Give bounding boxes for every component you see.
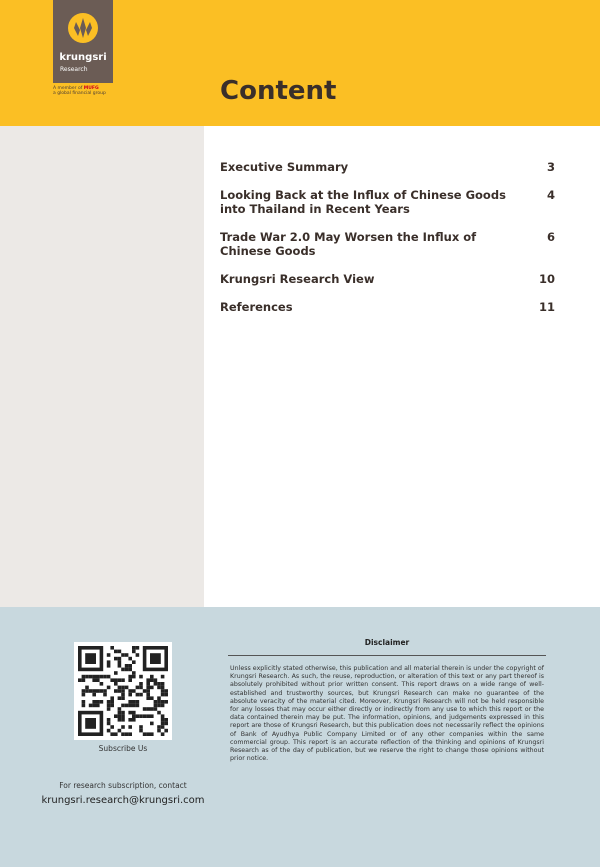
brand-name: krungsri — [59, 52, 107, 63]
member-line2: a global financial group — [53, 91, 106, 96]
toc-item-page: 6 — [546, 230, 555, 244]
brand-sub: Research — [60, 66, 88, 73]
toc-item-page: 3 — [546, 160, 555, 174]
toc-item-research-view[interactable] — [220, 272, 555, 286]
disclaimer-divider — [228, 655, 546, 656]
toc-item-title: Trade War 2.0 May Worsen the Influx of Chinese Goods — [220, 230, 477, 258]
qr-code-icon — [78, 646, 168, 736]
contact-text: For research subscription, contact — [59, 781, 187, 790]
contact-email-link[interactable]: krungsri.research@krungsri.com — [41, 795, 205, 806]
mufg-mark: MUFG — [83, 86, 99, 91]
toc-item-page: 10 — [538, 272, 555, 286]
toc-item-page: 4 — [546, 188, 555, 202]
toc-item-title: Krungsri Research View — [220, 272, 375, 286]
toc-item-page: 11 — [538, 300, 555, 314]
krungsri-emblem-icon — [67, 12, 99, 44]
toc-item-title: Executive Summary — [220, 160, 349, 174]
footer-band — [0, 607, 600, 867]
krungsri-logo[interactable] — [53, 0, 113, 83]
page-title: Content — [220, 76, 337, 106]
toc-item-title: References — [220, 300, 293, 314]
disclaimer-text: Unless explicitly stated otherwise, this publication and all material therein is under the copyright of Krungsri Research. As such, the reuse, reproduction, or alteration of this text or any part thereof is absolutely prohibited without prior written consent. This report draws on a wide range of well-established and trustworthy sources, but Krungsri Research can make no guarantee of the absolute veracity of the material cited. Moreover, Krungsri Research will not be held responsible for any losses that may occur either directly or indirectly from any use to which this report or the data contained therein may be put. The information, opinions, and judgements expressed in this report are those of Krungsri Research, but this publication does not necessarily reflect the opinions of Bank of Ayudhya Public Company Limited or of any other companies within the same commercial group. This report is an accurate reflection of the thinking and opinions of Krungsri Research as of the day of publication, but we reserve the right to change those opinions without prior notice. — [230, 665, 544, 763]
left-sidebar-panel — [0, 126, 204, 607]
toc-item-title: Looking Back at the Influx of Chinese Goods into Thailand in Recent Years — [220, 188, 506, 216]
toc-item-trade-war[interactable] — [220, 230, 555, 258]
toc-item-looking-back[interactable] — [220, 188, 555, 216]
header-band — [0, 0, 600, 126]
table-of-contents — [220, 160, 555, 328]
disclaimer-title: Disclaimer — [364, 638, 410, 647]
member-prefix: A member of — [53, 86, 83, 91]
subscribe-label: Subscribe Us — [98, 744, 148, 753]
member-tagline — [53, 86, 143, 96]
toc-item-executive-summary[interactable] — [220, 160, 555, 174]
subscribe-qr-code[interactable] — [74, 642, 172, 740]
toc-item-references[interactable] — [220, 300, 555, 314]
